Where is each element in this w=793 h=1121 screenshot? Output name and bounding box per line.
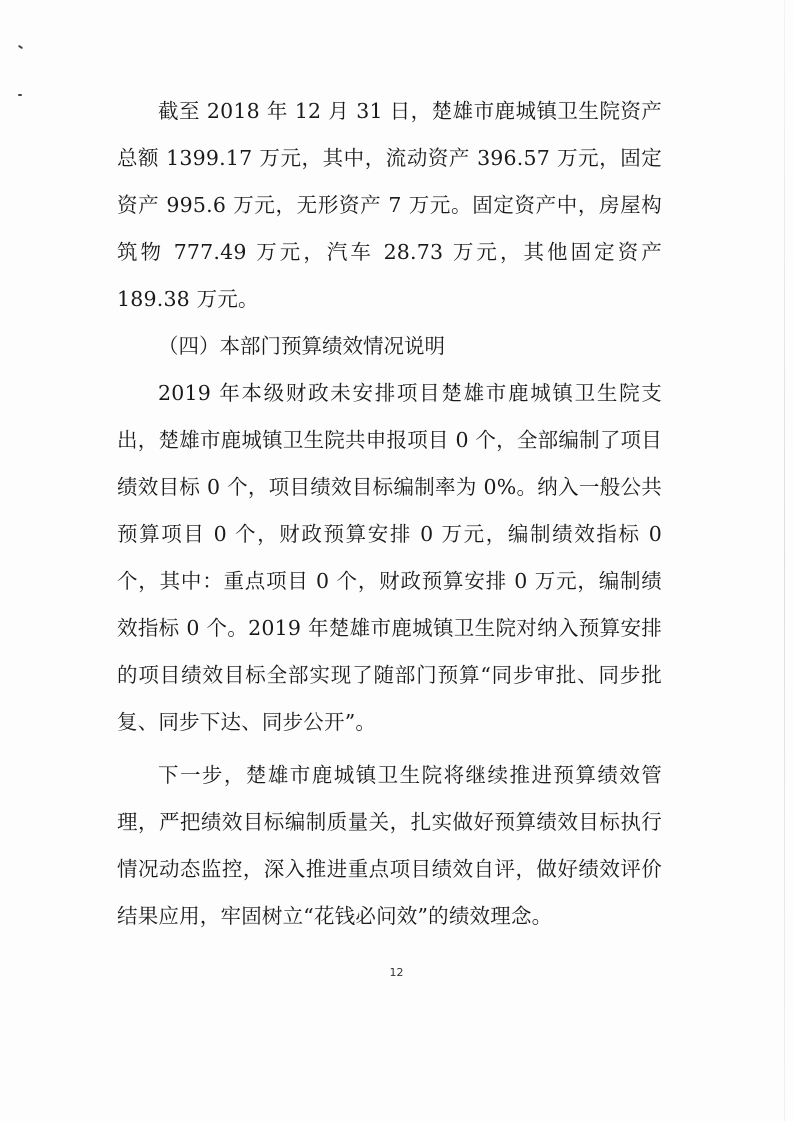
document-body <box>117 88 662 940</box>
paragraph-assets: 截至 2018 年 12 月 31 日，楚雄市鹿城镇卫生院资产总额 1399.17 万元，其中，流动资产 396.57 万元，固定资产 995.6 万元，无形资产 7 万元。固定资产中，房屋构筑物 777.49 万元，汽车 28.73 万元，其他固定资产 189.38 万元。 <box>117 99 662 311</box>
scan-edge-shadow <box>784 0 785 1121</box>
scan-speck <box>18 94 22 96</box>
page-number: 12 <box>389 966 404 979</box>
paragraph-performance: 2019 年本级财政未安排项目楚雄市鹿城镇卫生院支出，楚雄市鹿城镇卫生院共申报项目 0 个，全部编制了项目绩效目标 0 个，项目绩效目标编制率为 0%。纳入一般公共预算项目 0 个，财政预算安排 0 万元，编制绩效指标 0 个，其中：重点项目 0 个，财政预算安排 0 万元，编制绩效指标 0 个。2019 年楚雄市鹿城镇卫生院对纳入预算安排的项目绩效目标全部实现了随部门预算“同步审批、同步批复、同步下达、同步公开”。 <box>117 381 662 734</box>
paragraph-next-step: 下一步，楚雄市鹿城镇卫生院将继续推进预算绩效管理，严把绩效目标编制质量关，扎实做好预算绩效目标执行情况动态监控，深入推进重点项目绩效自评，做好绩效评价结果应用，牢固树立“花钱必问效”的绩效理念。 <box>117 763 662 928</box>
section-heading: （四）本部门预算绩效情况说明 <box>158 334 445 358</box>
scan-speck <box>18 45 23 50</box>
